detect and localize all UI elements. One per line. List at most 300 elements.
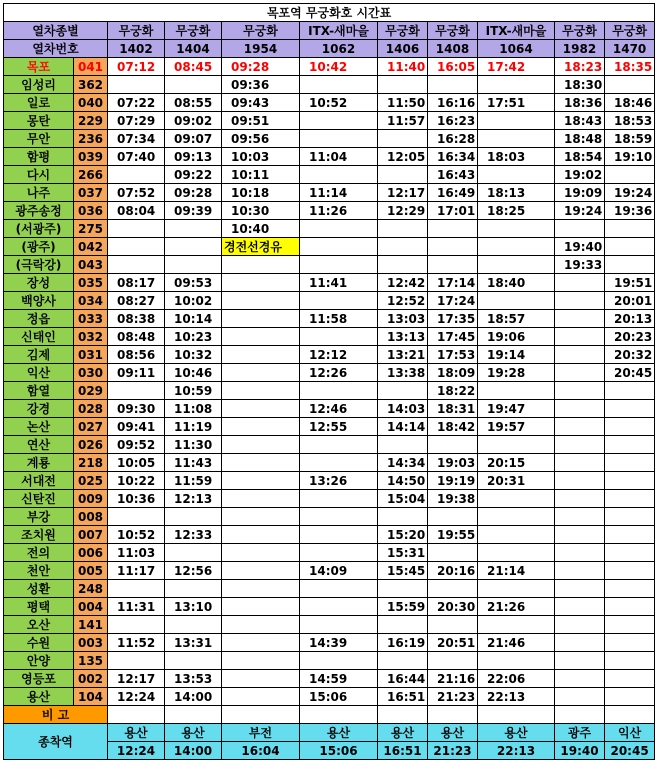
remark-cell (300, 706, 378, 724)
time-cell (428, 256, 478, 274)
station-row (4, 562, 655, 580)
time-cell: 13:26 (300, 472, 378, 490)
timetable-title: 목포역 무궁화호 시간표 (4, 4, 655, 22)
time-cell (165, 220, 222, 238)
time-cell (108, 508, 165, 526)
destination-station: 부전 (222, 724, 300, 742)
time-cell (222, 562, 300, 580)
arrival-time: 19:40 (555, 742, 605, 760)
time-cell (478, 220, 555, 238)
time-cell (555, 382, 605, 400)
time-cell: 20:30 (428, 598, 478, 616)
station-code: 028 (74, 400, 108, 418)
station-row (4, 652, 655, 670)
train-type-label: 열차종별 (4, 22, 108, 40)
time-cell (300, 292, 378, 310)
station-code: 042 (74, 238, 108, 256)
time-cell: 14:09 (300, 562, 378, 580)
time-cell (605, 490, 655, 508)
time-cell: 15:59 (378, 598, 428, 616)
time-cell (378, 652, 428, 670)
time-cell (222, 382, 300, 400)
time-cell: 12:33 (165, 526, 222, 544)
time-cell (478, 130, 555, 148)
time-cell: 09:13 (165, 148, 222, 166)
time-cell: 12:05 (378, 148, 428, 166)
remark-cell (478, 706, 555, 724)
time-cell: 14:34 (378, 454, 428, 472)
time-cell (605, 598, 655, 616)
time-cell: 12:46 (300, 400, 378, 418)
time-cell: 09:56 (222, 130, 300, 148)
arrival-time: 21:23 (428, 742, 478, 760)
time-cell (300, 454, 378, 472)
time-cell (222, 670, 300, 688)
time-cell (605, 256, 655, 274)
station-row (4, 418, 655, 436)
station-row (4, 166, 655, 184)
time-cell: 18:42 (428, 418, 478, 436)
time-cell: 11:26 (300, 202, 378, 220)
arrival-time: 16:04 (222, 742, 300, 760)
time-cell (555, 652, 605, 670)
station-row (4, 238, 655, 256)
station-name: 함평 (4, 148, 74, 166)
station-row (4, 328, 655, 346)
time-cell (300, 382, 378, 400)
time-cell (478, 616, 555, 634)
time-cell (605, 688, 655, 706)
time-cell: 18:40 (478, 274, 555, 292)
station-code: 005 (74, 562, 108, 580)
time-cell (555, 616, 605, 634)
time-cell (222, 436, 300, 454)
destination-station: 익산 (605, 724, 655, 742)
station-code: 040 (74, 94, 108, 112)
station-code: 033 (74, 310, 108, 328)
time-cell: 19:57 (478, 418, 555, 436)
time-cell (428, 436, 478, 454)
station-row (4, 346, 655, 364)
time-cell: 08:04 (108, 202, 165, 220)
time-cell (300, 616, 378, 634)
station-name: (서광주) (4, 220, 74, 238)
time-cell (222, 544, 300, 562)
time-cell (222, 688, 300, 706)
station-name: 성환 (4, 580, 74, 598)
station-row (4, 310, 655, 328)
time-cell: 11:19 (165, 418, 222, 436)
time-cell (555, 436, 605, 454)
time-cell (478, 256, 555, 274)
station-name: 안양 (4, 652, 74, 670)
station-row (4, 274, 655, 292)
time-cell (378, 436, 428, 454)
time-cell (108, 616, 165, 634)
time-cell: 16:23 (428, 112, 478, 130)
station-code: 043 (74, 256, 108, 274)
train-type: ITX-새마을 (300, 22, 378, 40)
time-cell: 11:52 (108, 634, 165, 652)
time-cell: 08:48 (108, 328, 165, 346)
time-cell: 18:53 (605, 112, 655, 130)
time-cell: 10:42 (300, 58, 378, 76)
time-cell: 11:14 (300, 184, 378, 202)
station-row (4, 598, 655, 616)
time-cell: 13:13 (378, 328, 428, 346)
station-code: 027 (74, 418, 108, 436)
station-row (4, 220, 655, 238)
time-cell (108, 220, 165, 238)
station-name: 함열 (4, 382, 74, 400)
station-code: 008 (74, 508, 108, 526)
time-cell: 13:31 (165, 634, 222, 652)
station-name: 임성리 (4, 76, 74, 94)
time-cell: 19:55 (428, 526, 478, 544)
time-cell (378, 130, 428, 148)
time-cell (378, 580, 428, 598)
arrival-time: 12:24 (108, 742, 165, 760)
station-code: 035 (74, 274, 108, 292)
station-name: 평택 (4, 598, 74, 616)
time-cell (300, 436, 378, 454)
station-code: 007 (74, 526, 108, 544)
station-name: 부강 (4, 508, 74, 526)
time-cell (378, 256, 428, 274)
time-cell: 20:15 (478, 454, 555, 472)
time-cell (555, 310, 605, 328)
station-code: 009 (74, 490, 108, 508)
station-code: 037 (74, 184, 108, 202)
remark-label: 비 고 (4, 706, 108, 724)
station-code: 248 (74, 580, 108, 598)
station-code: 229 (74, 112, 108, 130)
time-cell (222, 400, 300, 418)
time-cell: 18:46 (605, 94, 655, 112)
time-cell: 11:04 (300, 148, 378, 166)
time-cell (555, 274, 605, 292)
time-cell (605, 166, 655, 184)
time-cell: 20:45 (605, 364, 655, 382)
time-cell: 18:43 (555, 112, 605, 130)
time-cell (300, 580, 378, 598)
time-cell (605, 526, 655, 544)
time-cell (108, 580, 165, 598)
time-cell: 12:17 (378, 184, 428, 202)
time-cell (222, 364, 300, 382)
time-cell: 16:43 (428, 166, 478, 184)
time-cell: 19:47 (478, 400, 555, 418)
train-number: 1062 (300, 40, 378, 58)
time-cell (478, 166, 555, 184)
station-code: 030 (74, 364, 108, 382)
station-row (4, 184, 655, 202)
time-cell (222, 490, 300, 508)
time-cell: 07:40 (108, 148, 165, 166)
time-cell: 11:30 (165, 436, 222, 454)
time-cell: 12:12 (300, 346, 378, 364)
destination-station: 용산 (478, 724, 555, 742)
time-cell: 11:31 (108, 598, 165, 616)
time-cell (165, 508, 222, 526)
time-cell (428, 238, 478, 256)
time-cell (378, 238, 428, 256)
time-cell: 09:28 (165, 184, 222, 202)
train-number: 1470 (605, 40, 655, 58)
time-cell (222, 418, 300, 436)
time-cell (555, 670, 605, 688)
train-number: 1406 (378, 40, 428, 58)
station-row (4, 130, 655, 148)
time-cell (222, 346, 300, 364)
time-cell: 19:24 (605, 184, 655, 202)
time-cell: 19:14 (478, 346, 555, 364)
time-cell (300, 652, 378, 670)
time-cell: 10:40 (222, 220, 300, 238)
time-cell: 21:23 (428, 688, 478, 706)
time-cell: 12:56 (165, 562, 222, 580)
time-cell: 15:31 (378, 544, 428, 562)
station-code: 104 (74, 688, 108, 706)
time-cell (428, 76, 478, 94)
time-cell (605, 418, 655, 436)
time-cell (555, 580, 605, 598)
time-cell: 19:10 (605, 148, 655, 166)
station-code: 031 (74, 346, 108, 364)
time-cell: 11:41 (300, 274, 378, 292)
time-cell: 12:13 (165, 490, 222, 508)
time-cell (222, 598, 300, 616)
time-cell: 16:05 (428, 58, 478, 76)
time-cell: 21:46 (478, 634, 555, 652)
station-name: 무안 (4, 130, 74, 148)
time-cell (222, 580, 300, 598)
time-cell (300, 166, 378, 184)
station-code: 032 (74, 328, 108, 346)
time-cell (555, 400, 605, 418)
time-cell: 07:52 (108, 184, 165, 202)
train-number: 1954 (222, 40, 300, 58)
station-code: 029 (74, 382, 108, 400)
station-row (4, 400, 655, 418)
station-row (4, 472, 655, 490)
time-cell (378, 382, 428, 400)
time-cell: 07:22 (108, 94, 165, 112)
time-cell: 09:28 (222, 58, 300, 76)
time-cell (165, 544, 222, 562)
station-name: 백양사 (4, 292, 74, 310)
time-cell (555, 634, 605, 652)
remark-cell (605, 706, 655, 724)
time-cell: 18:36 (555, 94, 605, 112)
station-name: 용산 (4, 688, 74, 706)
time-cell: 17:51 (478, 94, 555, 112)
time-cell: 12:26 (300, 364, 378, 382)
station-name: 전의 (4, 544, 74, 562)
time-cell (605, 580, 655, 598)
station-code: 002 (74, 670, 108, 688)
time-cell (555, 220, 605, 238)
station-code: 218 (74, 454, 108, 472)
time-cell: 18:09 (428, 364, 478, 382)
station-row (4, 112, 655, 130)
time-cell (108, 256, 165, 274)
time-cell (605, 508, 655, 526)
time-cell (478, 238, 555, 256)
time-cell: 16:51 (378, 688, 428, 706)
time-cell: 11:40 (378, 58, 428, 76)
train-number: 1408 (428, 40, 478, 58)
time-cell: 08:17 (108, 274, 165, 292)
time-cell: 16:49 (428, 184, 478, 202)
time-cell: 07:29 (108, 112, 165, 130)
time-cell (108, 238, 165, 256)
time-cell: 10:30 (222, 202, 300, 220)
time-cell: 16:16 (428, 94, 478, 112)
time-cell (222, 526, 300, 544)
time-cell: 15:20 (378, 526, 428, 544)
arrival-time: 14:00 (165, 742, 222, 760)
station-row (4, 616, 655, 634)
train-number-label: 열차번호 (4, 40, 108, 58)
time-cell: 18:35 (605, 58, 655, 76)
station-code: 039 (74, 148, 108, 166)
time-cell: 08:56 (108, 346, 165, 364)
time-cell: 13:53 (165, 670, 222, 688)
time-cell: 18:25 (478, 202, 555, 220)
time-cell (378, 76, 428, 94)
time-cell (165, 580, 222, 598)
time-cell: 10:52 (108, 526, 165, 544)
time-cell (300, 508, 378, 526)
remark-cell (165, 706, 222, 724)
station-name: 장성 (4, 274, 74, 292)
time-cell (165, 616, 222, 634)
time-cell: 09:41 (108, 418, 165, 436)
station-row (4, 526, 655, 544)
station-row (4, 202, 655, 220)
time-cell (478, 652, 555, 670)
time-cell (108, 76, 165, 94)
time-cell: 12:24 (108, 688, 165, 706)
destination-station: 광주 (555, 724, 605, 742)
station-name: 익산 (4, 364, 74, 382)
station-name: (극락강) (4, 256, 74, 274)
time-cell (555, 526, 605, 544)
time-cell: 12:52 (378, 292, 428, 310)
time-cell (555, 346, 605, 364)
station-name: 서대전 (4, 472, 74, 490)
station-row (4, 364, 655, 382)
time-cell (108, 652, 165, 670)
time-cell (605, 238, 655, 256)
station-code: 041 (74, 58, 108, 76)
destination-station: 용산 (300, 724, 378, 742)
station-name: 정읍 (4, 310, 74, 328)
time-cell: 11:57 (378, 112, 428, 130)
time-cell: 12:17 (108, 670, 165, 688)
time-cell: 15:45 (378, 562, 428, 580)
train-type: 무궁화 (555, 22, 605, 40)
time-cell: 18:48 (555, 130, 605, 148)
station-code: 034 (74, 292, 108, 310)
time-cell (300, 598, 378, 616)
time-cell (478, 526, 555, 544)
station-name: 신태인 (4, 328, 74, 346)
time-cell: 09:39 (165, 202, 222, 220)
station-row (4, 634, 655, 652)
time-cell: 15:04 (378, 490, 428, 508)
time-cell (555, 598, 605, 616)
time-cell (555, 472, 605, 490)
time-cell: 19:38 (428, 490, 478, 508)
time-cell: 10:32 (165, 346, 222, 364)
time-cell: 20:13 (605, 310, 655, 328)
time-cell (605, 562, 655, 580)
time-cell: 16:19 (378, 634, 428, 652)
arrival-time: 22:13 (478, 742, 555, 760)
time-cell (555, 544, 605, 562)
time-cell (428, 220, 478, 238)
time-cell: 10:23 (165, 328, 222, 346)
time-cell: 17:35 (428, 310, 478, 328)
time-cell: 17:42 (478, 58, 555, 76)
time-cell: 18:31 (428, 400, 478, 418)
time-cell (165, 76, 222, 94)
time-cell (222, 652, 300, 670)
time-cell (222, 328, 300, 346)
time-cell: 13:21 (378, 346, 428, 364)
time-cell: 15:06 (300, 688, 378, 706)
station-row (4, 508, 655, 526)
time-cell: 10:02 (165, 292, 222, 310)
destination-station: 용산 (428, 724, 478, 742)
time-cell (605, 670, 655, 688)
time-cell: 14:39 (300, 634, 378, 652)
station-name: 일로 (4, 94, 74, 112)
time-cell (605, 652, 655, 670)
time-cell (555, 508, 605, 526)
train-type: 무궁화 (222, 22, 300, 40)
time-cell: 11:03 (108, 544, 165, 562)
station-name: 나주 (4, 184, 74, 202)
station-name: 천안 (4, 562, 74, 580)
train-type: 무궁화 (605, 22, 655, 40)
time-cell: 10:22 (108, 472, 165, 490)
station-row (4, 688, 655, 706)
time-cell (478, 112, 555, 130)
timetable (3, 3, 655, 760)
station-name: 오산 (4, 616, 74, 634)
station-row (4, 94, 655, 112)
time-cell: 18:13 (478, 184, 555, 202)
time-cell (378, 508, 428, 526)
time-cell (300, 490, 378, 508)
arrival-time: 15:06 (300, 742, 378, 760)
time-cell (428, 508, 478, 526)
time-cell: 21:26 (478, 598, 555, 616)
station-name: 수원 (4, 634, 74, 652)
time-cell: 08:38 (108, 310, 165, 328)
time-cell: 09:11 (108, 364, 165, 382)
station-row (4, 490, 655, 508)
time-cell: 20:31 (478, 472, 555, 490)
train-type: 무궁화 (428, 22, 478, 40)
station-code: 266 (74, 166, 108, 184)
time-cell (555, 490, 605, 508)
time-cell: 10:18 (222, 184, 300, 202)
time-cell: 10:05 (108, 454, 165, 472)
